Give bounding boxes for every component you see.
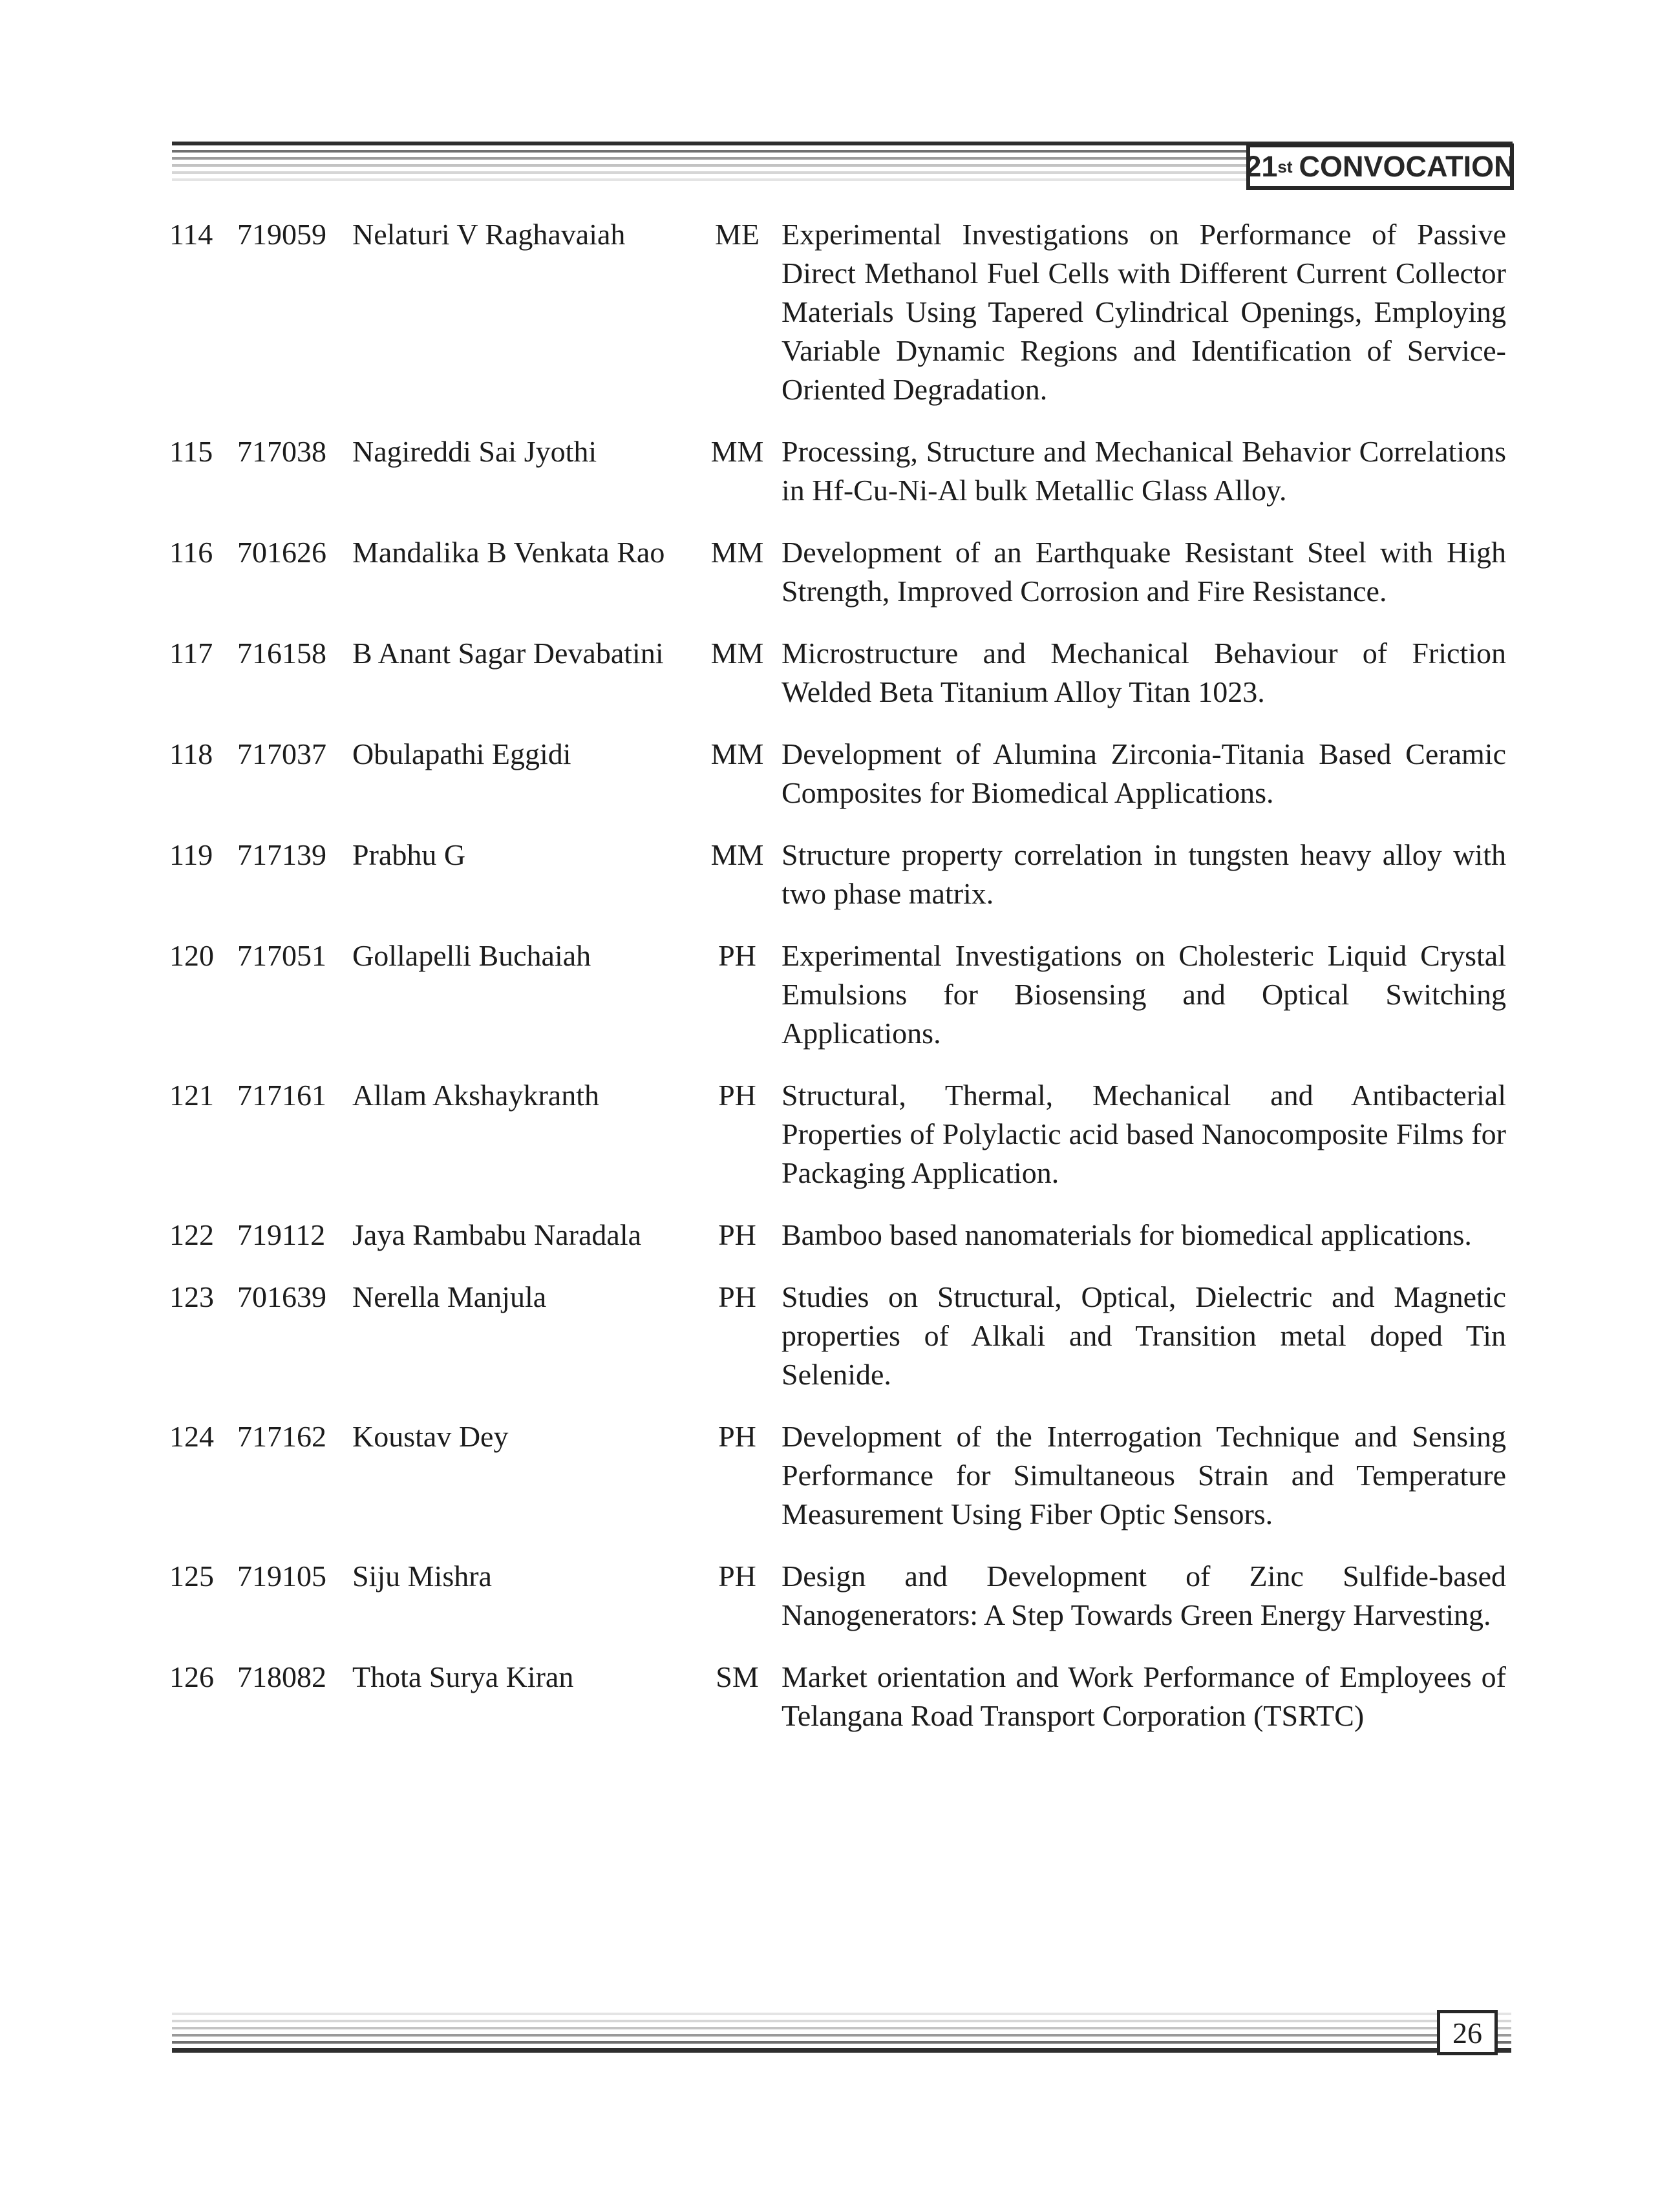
- department-code: ME: [715, 218, 760, 251]
- department-code: MM: [710, 838, 764, 871]
- table-row: [169, 432, 1506, 510]
- serial-number: 121: [169, 1079, 214, 1112]
- roll-number: 701626: [237, 536, 326, 569]
- department-code: PH: [718, 1280, 756, 1313]
- department-code: PH: [718, 1560, 756, 1593]
- serial-number: 123: [169, 1280, 214, 1313]
- student-name: Nerella Manjula: [352, 1280, 547, 1313]
- roll-number: 719059: [237, 218, 326, 251]
- roll-number: 717038: [237, 435, 326, 468]
- department-code: PH: [718, 1218, 756, 1251]
- serial-number: 118: [169, 737, 213, 770]
- roll-number: 701639: [237, 1280, 326, 1313]
- thesis-title: Design and Development of Zinc Sulfide-based Nanogenerators: A Step Towards Green Energy Harvesting.: [782, 1560, 1506, 1631]
- rule-line: [172, 2027, 1511, 2029]
- serial-number: 119: [169, 838, 213, 871]
- table-row: [169, 1417, 1506, 1534]
- thesis-title: Development of the Interrogation Technique and Sensing Performance for Simultaneous Strain and Temperature Measurement Using Fiber Optic Sensors.: [782, 1420, 1506, 1530]
- table-row: [169, 215, 1506, 409]
- thesis-title: Development of an Earthquake Resistant Steel with High Strength, Improved Corrosion and Fire Resistance.: [782, 536, 1506, 608]
- thesis-title: Studies on Structural, Optical, Dielectric and Magnetic properties of Alkali and Transition metal doped Tin Selenide.: [782, 1280, 1506, 1391]
- convocation-number: 21: [1245, 150, 1278, 183]
- table-row: [169, 735, 1506, 812]
- roll-number: 718082: [237, 1660, 326, 1693]
- convocation-label: CONVOCATION: [1299, 150, 1515, 183]
- roll-number: 717139: [237, 838, 326, 871]
- rule-line: [172, 2041, 1511, 2044]
- table-row: [169, 634, 1506, 712]
- table-row: [169, 937, 1506, 1053]
- student-name: Koustav Dey: [352, 1420, 509, 1453]
- student-name: Gollapelli Buchaiah: [352, 939, 591, 972]
- thesis-title: Structure property correlation in tungsten heavy alloy with two phase matrix.: [782, 838, 1506, 910]
- thesis-title: Development of Alumina Zirconia-Titania Based Ceramic Composites for Biomedical Applications.: [782, 737, 1506, 809]
- thesis-title: Structural, Thermal, Mechanical and Antibacterial Properties of Polylactic acid based Nanocomposite Films for Packaging Application.: [782, 1079, 1506, 1189]
- convocation-title-box: 21 st CONVOCATION: [1246, 143, 1514, 190]
- roll-number: 717037: [237, 737, 326, 770]
- roll-number: 719112: [237, 1218, 326, 1251]
- thesis-title: Experimental Investigations on Performance of Passive Direct Methanol Fuel Cells with Different Current Collector Materials Using Tapered Cylindrical Openings, Employing Variable Dynamic Regions and Identification of Service-Oriented Degradation.: [782, 218, 1506, 406]
- table-row: [169, 1658, 1506, 1735]
- thesis-title: Processing, Structure and Mechanical Behavior Correlations in Hf-Cu-Ni-Al bulk Metallic Glass Alloy.: [782, 435, 1506, 507]
- rule-line: [172, 2013, 1511, 2015]
- student-name: Prabhu G: [352, 838, 466, 871]
- student-name: Jaya Rambabu Naradala: [352, 1218, 642, 1251]
- department-code: MM: [710, 536, 764, 569]
- rule-line: [172, 2034, 1511, 2037]
- serial-number: 117: [169, 637, 213, 670]
- serial-number: 116: [169, 536, 213, 569]
- student-name: B Anant Sagar Devabatini: [352, 637, 664, 670]
- student-name: Allam Akshaykranth: [352, 1079, 599, 1112]
- table-row: [169, 1216, 1506, 1254]
- table-row: [169, 836, 1506, 913]
- serial-number: 126: [169, 1660, 214, 1693]
- table-row: [169, 1076, 1506, 1192]
- thesis-title: Experimental Investigations on Cholesteric Liquid Crystal Emulsions for Biosensing and Optical Switching Applications.: [782, 939, 1506, 1050]
- department-code: SM: [716, 1660, 759, 1693]
- page-number: 26: [1452, 2016, 1482, 2049]
- student-name: Nagireddi Sai Jyothi: [352, 435, 597, 468]
- serial-number: 122: [169, 1218, 214, 1251]
- serial-number: 125: [169, 1560, 214, 1593]
- student-name: Siju Mishra: [352, 1560, 492, 1593]
- department-code: PH: [718, 1079, 756, 1112]
- serial-number: 114: [169, 218, 213, 251]
- student-name: Nelaturi V Raghavaiah: [352, 218, 626, 251]
- table-row: [169, 533, 1506, 611]
- rule-line: [172, 2048, 1511, 2053]
- department-code: MM: [710, 435, 764, 468]
- roll-number: 717162: [237, 1420, 326, 1453]
- records-table: [169, 215, 1506, 1759]
- roll-number: 719105: [237, 1560, 326, 1593]
- roll-number: 716158: [237, 637, 326, 670]
- roll-number: 717051: [237, 939, 326, 972]
- serial-number: 124: [169, 1420, 214, 1453]
- serial-number: 120: [169, 939, 214, 972]
- department-code: PH: [718, 1420, 756, 1453]
- student-name: Mandalika B Venkata Rao: [352, 536, 665, 569]
- student-name: Obulapathi Eggidi: [352, 737, 571, 770]
- serial-number: 115: [169, 435, 213, 468]
- thesis-title: Market orientation and Work Performance of Employees of Telangana Road Transport Corporation (TSRTC): [782, 1660, 1506, 1732]
- table-row: [169, 1557, 1506, 1635]
- department-code: PH: [718, 939, 756, 972]
- table-row: [169, 1278, 1506, 1394]
- footer-rules: [172, 2013, 1511, 2053]
- page-number-box: [1437, 2010, 1498, 2055]
- thesis-title: Microstructure and Mechanical Behaviour of Friction Welded Beta Titanium Alloy Titan 1023.: [782, 637, 1506, 708]
- department-code: MM: [710, 737, 764, 770]
- roll-number: 717161: [237, 1079, 326, 1112]
- department-code: MM: [710, 637, 764, 670]
- rule-line: [172, 2020, 1511, 2022]
- thesis-title: Bamboo based nanomaterials for biomedical applications.: [782, 1218, 1472, 1251]
- student-name: Thota Surya Kiran: [352, 1660, 574, 1693]
